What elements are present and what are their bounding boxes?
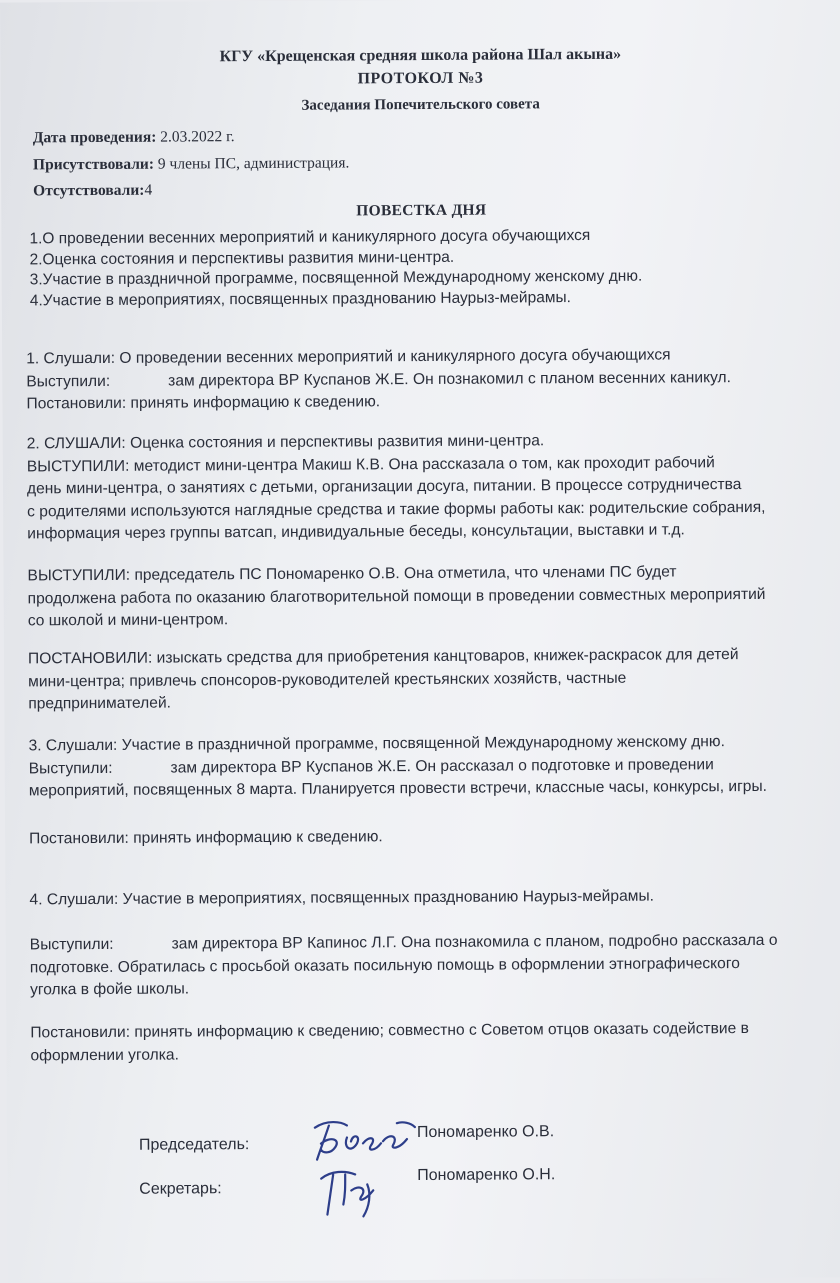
chair-signature-icon <box>307 1113 419 1166</box>
section-line: предпринимателей. <box>28 694 172 713</box>
section-line: подготовке. Обратилась с просьбой оказать посильную помощь в оформлении этнографического <box>29 954 740 976</box>
secretary-name: Пономаренко О.Н. <box>417 1166 556 1185</box>
chair-label: Председатель: <box>138 1136 250 1154</box>
speaker-text: зам директора ВР Капинос Л.Г. Она познакомила с планом, подробно рассказала о <box>171 931 778 953</box>
section-line: Постановили: принять информацию к сведению. <box>26 393 381 413</box>
section-line: со школой и мини-центром. <box>27 611 229 630</box>
speaker-label: Выступили: <box>29 935 114 954</box>
date-label: Дата проведения: <box>32 128 157 147</box>
speaker-label: Выступили: <box>28 759 113 777</box>
section-line: продолжена работа по оказанию благотворительной помощи в проведении совместных мероприятий <box>27 585 766 607</box>
speaker-label: Выступили: <box>26 372 111 390</box>
attendance-absent <box>33 182 152 201</box>
section-line: Постановили: принять информацию к сведению; совместно с Советом отцов оказать содействие в <box>30 1020 749 1042</box>
section-line: мероприятий, посвященных 8 марта. Планируется провести встречи, классные часы, конкурсы, игры. <box>28 777 768 800</box>
section-line: ПОСТАНОВИЛИ: изыскать средства для приобретения канцтоваров, книжек-раскрасок для детей <box>27 646 739 668</box>
section-line: с родителями используются наглядные средства и такие формы работы как: родительские собрания, <box>27 498 766 520</box>
section-line: 3. Слушали: Участие в праздничной программе, посвященной Международному женскому дню. <box>28 733 725 755</box>
meeting-date <box>33 128 235 147</box>
date-value: 2.03.2022 г. <box>156 128 235 146</box>
section-line: 1. Слушали: О проведении весенних мероприятий и каникулярного досуга обучающихся <box>26 346 671 368</box>
agenda-title: ПОВЕСТКА ДНЯ <box>356 201 487 220</box>
protocol-title: ПРОТОКОЛ №3 <box>357 69 484 88</box>
section-line: Постановили: принять информацию к сведению. <box>29 828 383 848</box>
section-line: уголка в фойе школы. <box>29 980 190 999</box>
section-1 <box>26 344 826 416</box>
section-3 <box>28 731 828 803</box>
secretary-label: Секретарь: <box>139 1180 222 1198</box>
speaker-text: зам директора ВР Куспанов Ж.Е. Он рассказал о подготовке и проведении <box>170 755 714 777</box>
present-value: 9 члены ПС, администрация. <box>153 154 350 173</box>
section-line: оформлении уголка. <box>30 1045 179 1064</box>
chair-name: Пономаренко О.В. <box>416 1123 555 1142</box>
section-line: день мини-центра, о занятиях с детьми, организации досуга, питании. В процессе сотрудничества <box>26 476 742 498</box>
school-name: КГУ «Крещенская средняя школа района Шал акына» <box>219 45 622 66</box>
secretary-signature-icon <box>315 1160 385 1220</box>
section-3-decision <box>29 824 829 851</box>
agenda-list <box>29 226 642 312</box>
section-line: ВЫСТУПИЛИ: председатель ПС Пономаренко О.В. Она отметила, что членами ПС будет <box>27 563 677 585</box>
agenda-item: 1.О проведении весенних мероприятий и каникулярного досуга обучающихся <box>29 226 591 248</box>
attendance-present <box>33 154 349 174</box>
section-4-speaker <box>30 930 830 1002</box>
section-line: мини-центра; привлечь спонсоров-руководителей крестьянских хозяйств, частные <box>28 669 627 690</box>
agenda-item: 3.Участие в праздничной программе, посвященной Международному женскому дню. <box>29 267 643 289</box>
section-4-decision <box>30 1018 830 1068</box>
speaker-text: зам директора ВР Куспанов Ж.Е. Он познакомил с планом весенних каникул. <box>168 368 732 390</box>
section-line: информация через группы ватсап, индивидуальные беседы, консультации, выставки и т.д. <box>27 521 685 543</box>
agenda-item: 2.Оценка состояния и перспективы развития мини-центра. <box>29 248 455 268</box>
section-2 <box>27 429 828 546</box>
section-2-decision <box>28 644 828 716</box>
section-line: 4. Слушали: Участие в мероприятиях, посвященных празднованию Наурыз-мейрамы. <box>29 887 655 909</box>
section-line: 2. СЛУШАЛИ: Оценка состояния и перспективы развития мини-центра. <box>26 432 545 453</box>
absent-value: 4 <box>144 181 153 199</box>
meeting-title: Заседания Попечительского совета <box>301 96 540 114</box>
section-4 <box>29 885 829 912</box>
present-label: Присутствовали: <box>32 155 155 174</box>
absent-label: Отсутствовали: <box>33 181 145 200</box>
agenda-item: 4.Участие в мероприятиях, посвященных празднованию Наурыз-мейрамы. <box>29 288 571 309</box>
section-2-speaker <box>27 561 827 633</box>
section-line: ВЫСТУПИЛИ: методист мини-центра Макиш К.В. Она рассказала о том, как проходит рабочий <box>26 453 715 475</box>
